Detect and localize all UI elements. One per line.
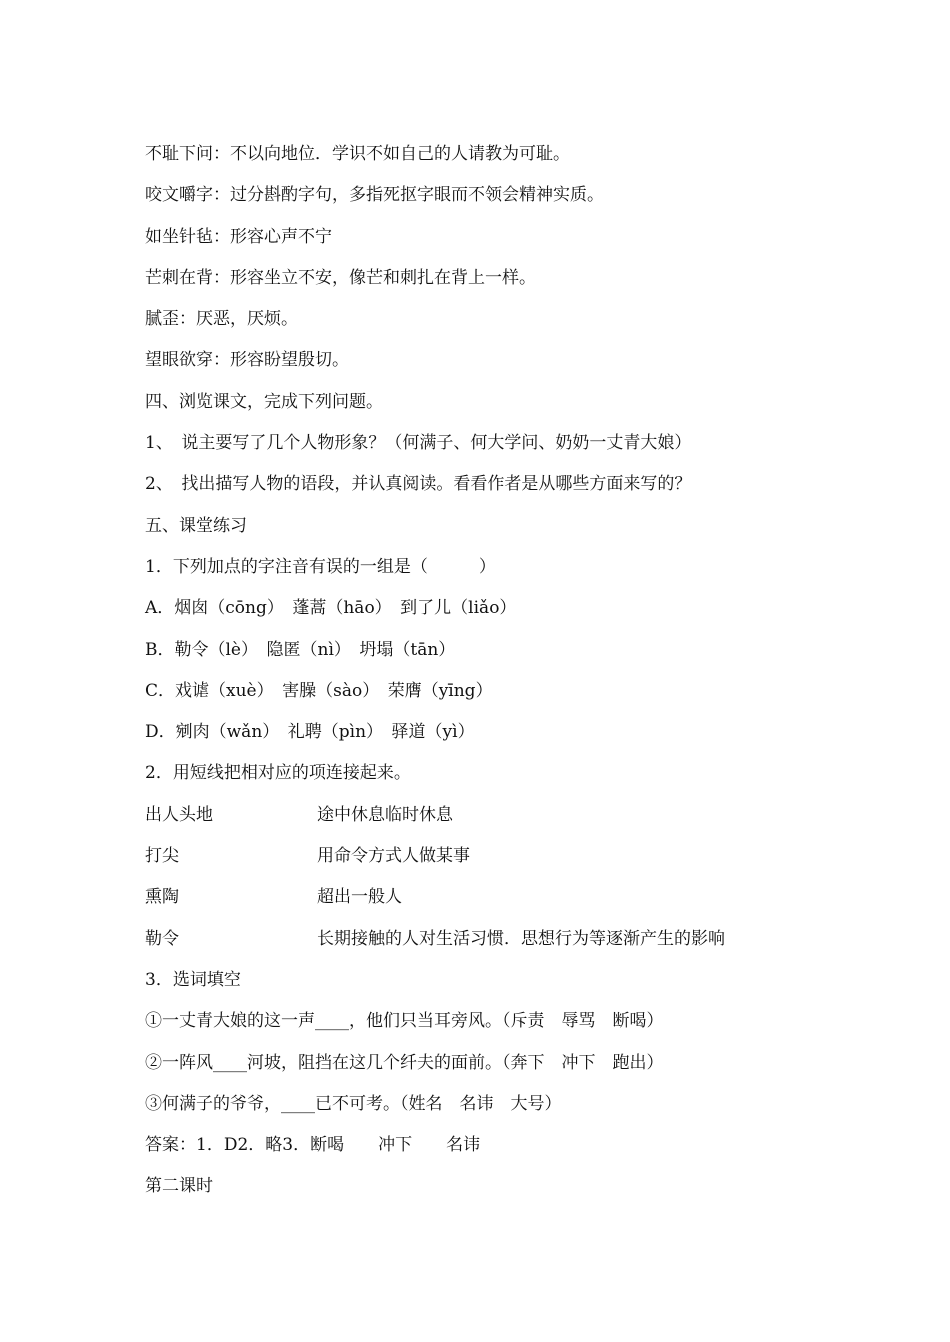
text-line: 咬文嚼字：过分斟酌字句，多指死抠字眼而不领会精神实质。 [145, 185, 604, 206]
document-page [145, 140, 845, 1214]
match-term: 出人头地 [145, 804, 213, 825]
fill-blank-line: ③何满子的爷爷，____已不可考。（姓名 名讳 大号） [145, 1093, 562, 1114]
lesson-heading: 第二课时 [145, 1176, 213, 1197]
match-term: 打尖 [145, 846, 179, 867]
match-row [145, 883, 845, 924]
answer-line: 答案：1．D2．略3．断喝 冲下 名讳 [145, 1135, 481, 1156]
match-definition: 途中休息临时休息 [317, 804, 453, 825]
question-line: 1．下列加点的字注音有误的一组是（ ） [145, 556, 496, 577]
question-line: 1、 说主要写了几个人物形象？（何满子、何大学问、奶奶一丈青大娘） [145, 433, 692, 454]
text-line: 腻歪：厌恶，厌烦。 [145, 309, 298, 330]
option-line: B．勒令（lè） 隐匿（nì） 坍塌（tān） [145, 639, 456, 660]
match-term: 熏陶 [145, 887, 179, 908]
text-line: 望眼欲穿：形容盼望殷切。 [145, 350, 349, 371]
match-definition: 超出一般人 [317, 887, 402, 908]
text-line: 如坐针毡：形容心声不宁 [145, 226, 332, 247]
text-line: 不耻下问：不以向地位．学识不如自己的人请教为可耻。 [145, 144, 570, 164]
option-line: C．戏谑（xuè） 害臊（sào） 荣膺（yīng） [145, 680, 493, 701]
match-row [145, 801, 845, 842]
option-line: A．烟囱（cōng） 蓬蒿（hāo） 到了儿（liǎo） [145, 598, 517, 619]
match-definition: 用命令方式人做某事 [317, 846, 470, 867]
match-row [145, 842, 845, 883]
fill-blank-line: ②一阵风____河坡，阻挡在这几个纤夫的面前。（奔下 冲下 跑出） [145, 1052, 664, 1073]
section-heading: 五、课堂练习 [145, 515, 247, 536]
match-row [145, 925, 845, 966]
question-line: 2．用短线把相对应的项连接起来。 [145, 763, 411, 784]
match-term: 勒令 [145, 928, 179, 949]
match-definition: 长期接触的人对生活习惯．思想行为等逐渐产生的影响 [317, 928, 725, 949]
question-line: 3．选词填空 [145, 969, 241, 990]
question-line: 2、 找出描写人物的语段，并认真阅读。看看作者是从哪些方面来写的？ [145, 474, 692, 495]
fill-blank-line: ①一丈青大娘的这一声____，他们只当耳旁风。（斥责 辱骂 断喝） [145, 1011, 664, 1032]
text-line: 芒刺在背：形容坐立不安，像芒和刺扎在背上一样。 [145, 267, 536, 288]
section-heading: 四、浏览课文，完成下列问题。 [145, 391, 383, 412]
option-line: D．剜肉（wǎn） 礼聘（pìn） 驿道（yì） [145, 722, 475, 743]
